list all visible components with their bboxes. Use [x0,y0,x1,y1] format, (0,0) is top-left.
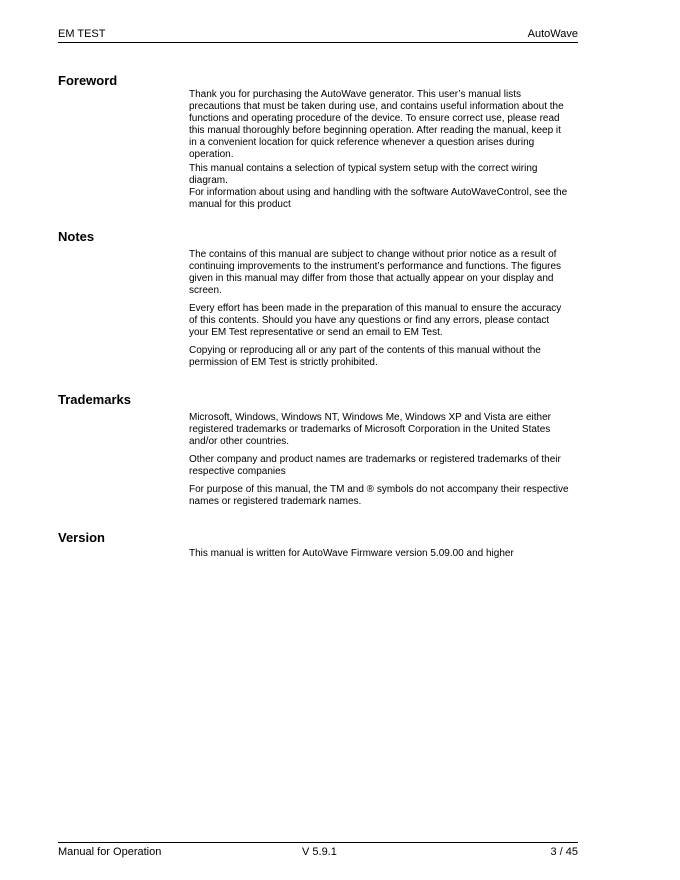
footer-page-number: 3 / 45 [550,846,578,858]
section-body [189,412,569,508]
section-trademarks [58,392,578,514]
paragraph: This manual is written for AutoWave Firmware version 5.09.00 and higher [189,548,514,559]
paragraph: Every effort has been made in the preparation of this manual to ensure the accuracy of this contents. Should you have any questions or find any errors, please contact your EM Test representative or send an email to EM Test. [189,303,562,338]
paragraph: Thank you for purchasing the AutoWave generator. This user’s manual lists precautions that must be taken during use, and contains useful information about the functions and operating procedure of the device. To ensure correct use, please read this manual thoroughly before beginning operation. After reading the manual, keep it in a convenient location for quick reference whenever a question arises during operation. [189,89,564,160]
paragraph: For purpose of this manual, the TM and ® symbols do not accompany their respective names or registered trademark names. [189,484,569,507]
section-foreword [58,73,578,211]
section-title: Notes [58,229,95,244]
section-body [189,249,569,369]
page-header [58,28,578,43]
paragraph: The contains of this manual are subject to change without prior notice as a result of continuing improvements to the instrument’s performance and functions. The figures given in this manual may differ from those that actually appear on your display and screen. [189,249,562,296]
paragraph: Other company and product names are trademarks or registered trademarks of their respective companies [189,454,561,477]
paragraph: For information about using and handling with the software AutoWaveControl, see the manual for this product [189,187,568,210]
section-title: Trademarks [58,392,131,407]
section-title: Foreword [58,73,118,88]
section-body [189,89,569,211]
section-body [189,548,569,560]
footer-doc-title: Manual for Operation [58,846,162,858]
page-footer [58,842,578,859]
paragraph: This manual contains a selection of typical system setup with the correct wiring diagram. [189,163,538,186]
paragraph: Microsoft, Windows, Windows NT, Windows Me, Windows XP and Vista are either registered trademarks or trademarks of Microsoft Corporation in the United States and/or other countries. [189,412,551,447]
section-title: Version [58,530,105,545]
section-notes [58,229,578,375]
paragraph: Copying or reproducing all or any part of the contents of this manual without the permission of EM Test is strictly prohibited. [189,345,541,368]
section-version [58,530,578,566]
header-company: EM TEST [58,28,106,40]
footer-version: V 5.9.1 [302,846,337,858]
header-product: AutoWave [527,28,578,40]
